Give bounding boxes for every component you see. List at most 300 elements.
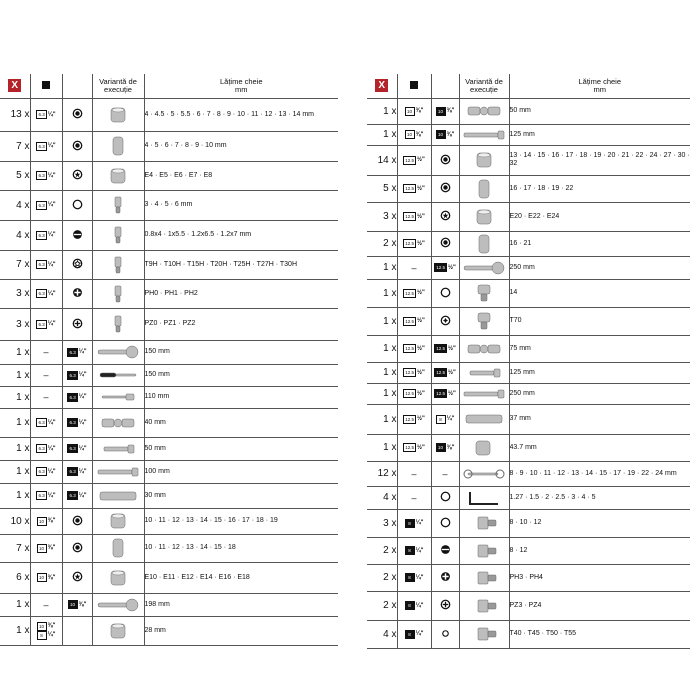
table-row [0,386,338,408]
drive-cell [30,364,62,386]
drive-cell [30,562,62,593]
ujoint-image [460,101,508,121]
drive-size-badge-fraction: ½" [416,416,425,422]
drive-size-badge-fraction: ⅜" [415,108,424,114]
variant-cell [431,335,459,362]
drive-size-badge-size: 8 [405,546,415,555]
variant-drive-badge [67,491,86,500]
variant-drive-badge-fraction: ⅜" [446,108,455,114]
socket-image [460,150,508,170]
table-row [367,591,690,620]
key-width-sizes: T70 [509,307,690,335]
drive-cell [30,616,62,645]
key-width-sizes: 16 · 21 [509,231,690,256]
empty-dash: – [43,392,49,402]
drive-cell [30,408,62,437]
quantity: 7 x [0,131,30,161]
drive-size-badge-size: 6.3 [38,493,45,498]
variant-drive-badge-size: 6.3 [69,372,76,378]
table-row [367,279,690,307]
table-row [0,460,338,483]
drive-size-badge-size: 10 [37,573,47,582]
ratchet-image [94,342,142,362]
drive-size-badge-size: 6.3 [38,446,45,451]
variant-cell [431,175,459,202]
drive-size-badge-size: 6.3 [38,262,45,267]
drive-cell [397,202,431,231]
variant-drive-badge-fraction: ½" [447,345,456,352]
header-variant [62,74,92,98]
tool-image-cell [459,124,509,145]
variant-drive-badge-fraction: ¼" [78,372,87,378]
tool-image-cell [459,307,509,335]
drive-size-badge-fraction: ⅜" [415,131,424,138]
drive-size-badge-fraction: ½" [416,444,425,451]
socket-6pt-icon [440,154,451,165]
drive-size-badge [36,444,55,453]
drive-size-badge [37,517,56,526]
socket-6pt-icon [440,237,451,248]
bit-holder-image [94,486,142,506]
header-variant-label: Variantă de execuție [459,74,509,98]
drive-size-badge [405,573,424,582]
drive-size-badge-fraction: ½" [416,390,425,397]
key-width-sizes: 150 mm [144,364,338,386]
key-width-sizes: 198 mm [144,593,338,616]
tool-image-cell [459,434,509,461]
socket-image [94,166,142,186]
variant-drive-badge-size: 10 [436,443,446,452]
quantity: 10 x [0,508,30,534]
drive-size-badge [405,130,424,139]
quantity: 1 x [367,98,397,124]
drive-size-badge-size: 8 [405,630,415,639]
variant-cell [62,250,92,279]
table-row [0,340,338,364]
variant-cell [62,616,92,645]
drive-size-badge-fraction: ⅜" [47,623,56,629]
quantity: 7 x [0,250,30,279]
tool-image-cell [92,340,144,364]
drive-size-badge-fraction: ¼" [415,631,424,637]
key-width-sizes: PZ3 · PZ4 [509,591,690,620]
table-row [367,486,690,509]
key-width-sizes: E20 · E22 · E24 [509,202,690,231]
quantity: 3 x [0,308,30,340]
key-width-sizes: 8 · 10 · 12 [509,509,690,537]
table-row [0,534,338,562]
drive-size-badge-fraction: ⅜" [47,545,56,551]
variant-cell [431,564,459,591]
quantity: 3 x [0,279,30,308]
drive-size-badge-size: 10 [37,544,47,553]
variant-cell [62,508,92,534]
key-width-sizes: 16 · 17 · 18 · 19 · 22 [509,175,690,202]
drive-cell [30,98,62,131]
header-variant-label: Variantă de execuție [92,74,144,98]
variant-cell [62,483,92,508]
table-row [0,190,338,220]
bit-image [94,314,142,334]
variant-drive-badge-fraction: ⅜" [446,444,455,451]
flex-extension-image [94,387,142,407]
drive-size-badge [403,317,425,326]
drive-size-badge-fraction: ¼" [415,547,424,554]
drive-size-badge-fraction: ¼" [47,111,56,118]
hex-key-image [460,488,508,508]
variant-drive-badge [67,418,86,427]
drive-cell [397,145,431,175]
drive-size-badge [405,107,424,116]
drive-cell [30,534,62,562]
variant-cell [62,562,92,593]
table-row [0,408,338,437]
variant-cell [62,131,92,161]
key-width-sizes: E4 · E5 · E6 · E7 · E8 [144,161,338,190]
drive-size-badge-fraction: ¼" [47,143,56,149]
header-key-width: Lățime cheie mm [509,74,690,98]
spec-table-left [0,74,338,646]
variant-drive-badge [434,263,456,272]
quantity: 1 x [367,404,397,434]
drive-cell [397,591,431,620]
wrench-image [460,464,508,484]
tool-image-cell [459,461,509,486]
quantity: 4 x [367,486,397,509]
quantity: 1 x [367,256,397,279]
quantity: 2 x [367,231,397,256]
quantity: 1 x [0,437,30,460]
torx-hole-icon [72,258,83,269]
variant-drive-badge-size: 8 [436,415,446,424]
tool-image-cell [92,562,144,593]
drive-size-badge [36,231,55,240]
drive-size-badge [405,546,424,555]
hex-ring-icon [72,199,83,210]
tool-image-cell [92,98,144,131]
variant-cell [62,98,92,131]
variant-cell [431,231,459,256]
hex-ring-icon [440,517,451,528]
drive-size-badge-size: 6.3 [38,321,45,327]
drive-cell [397,175,431,202]
table-row [0,308,338,340]
bit-image [94,255,142,275]
tool-image-cell [92,460,144,483]
drive-size-badge [36,260,55,269]
key-width-sizes: 125 mm [509,362,690,383]
table-row [367,335,690,362]
drive-cell [30,161,62,190]
variant-cell [431,202,459,231]
socket-image [94,105,142,125]
table-row [0,593,338,616]
slotted-icon [72,229,83,240]
quantity: 2 x [367,537,397,564]
bit-large-image [460,624,508,644]
drive-size-badge-size: 8 [405,573,415,582]
socket-image [94,511,142,531]
drive-size-badge [403,184,425,193]
adapter-image [460,438,508,458]
drive-size-badge-size: 6.3 [38,143,45,149]
quantity: 1 x [0,340,30,364]
quantity: 13 x [0,98,30,131]
variant-drive-badge-size: 12.5 [436,346,445,351]
variant-cell [431,486,459,509]
tool-image-cell [92,308,144,340]
extension-image [94,439,142,459]
drive-cell [397,362,431,383]
variant-cell [431,256,459,279]
drive-size-badge [405,630,424,639]
drive-size-badge [403,443,425,452]
tool-image-cell [459,383,509,404]
tool-image-cell [92,483,144,508]
variant-drive-badge-fraction: ¼" [78,445,87,452]
drive-size-badge-size: 12.5 [405,391,414,396]
tool-image-cell [92,250,144,279]
drive-size-badge-fraction: ¼" [47,290,56,297]
drive-size-badge-secondary-size: 8 [37,631,47,640]
drive-size-badge-fraction: ¼" [47,492,56,499]
table-row [0,279,338,308]
quantity: 3 x [367,509,397,537]
tool-image-cell [459,256,509,279]
drive-size-badge-size: 6.3 [38,291,45,296]
drive-size-badge-size: 12.5 [405,445,414,450]
bit-large-image [460,568,508,588]
quantity: 1 x [367,434,397,461]
key-width-sizes: 13 · 14 · 15 · 16 · 17 · 18 · 19 · 20 · 21 · 22 · 24 · 27 · 30 · 32 [509,145,690,175]
table-row [367,620,690,648]
drive-size-badge-size: 12.5 [405,370,414,375]
drive-size-badge-fraction: ¼" [47,261,56,268]
variant-drive-badge-fraction: ¼" [78,394,87,400]
drive-size-badge [37,544,56,553]
variant-cell [62,161,92,190]
variant-cell [431,307,459,335]
variant-cell [431,383,459,404]
socket-image [94,621,142,641]
tool-image-cell [92,593,144,616]
drive-size-badge-size: 6.3 [38,112,45,117]
drive-size-badge [36,320,55,329]
key-width-sizes: 1.27 · 1.5 · 2 · 2.5 · 3 · 4 · 5 [509,486,690,509]
key-width-sizes: 3 · 4 · 5 · 6 mm [144,190,338,220]
variant-cell [431,362,459,383]
drive-cell [397,509,431,537]
socket-6pt-icon [72,108,83,119]
bit-image [94,284,142,304]
quantity: 1 x [0,364,30,386]
torx-icon [440,315,451,326]
pozidriv-icon [72,318,83,329]
key-width-sizes: PH0 · PH1 · PH2 [144,279,338,308]
drive-size-badge [403,344,425,353]
drive-size-badge-size: 8 [405,519,415,528]
variant-cell [62,364,92,386]
table-row [367,404,690,434]
deep-socket-image [94,136,142,156]
quantity: 4 x [0,220,30,250]
table-row [0,483,338,508]
empty-dash: – [411,468,417,479]
drive-size-badge [36,171,55,180]
quantity: 1 x [367,279,397,307]
quantity: 1 x [367,335,397,362]
drive-size-badge [36,491,55,500]
variant-cell [62,220,92,250]
bit-large-image [460,541,508,561]
key-width-sizes: 75 mm [509,335,690,362]
variant-drive-badge-size: 6.3 [69,493,76,498]
drive-cell [30,593,62,616]
drive-size-badge-secondary [37,631,56,640]
tool-image-cell [459,564,509,591]
drive-size-badge-fraction: ¼" [47,172,56,179]
drive-size-badge [403,368,425,377]
drive-cell [397,620,431,648]
key-width-sizes: 100 mm [144,460,338,483]
drive-size-badge [405,519,424,528]
bit-image [94,225,142,245]
key-width-sizes: 10 · 11 · 12 · 13 · 14 · 15 · 16 · 17 · 18 · 19 [144,508,338,534]
drive-cell [30,460,62,483]
drive-size-badge-fraction: ½" [416,318,425,324]
drive-size-badge-size: 12.5 [405,214,414,219]
tool-image-cell [459,231,509,256]
drive-size-badge [37,622,56,631]
deep-socket-image [94,538,142,558]
quantity: 1 x [367,124,397,145]
drive-size-badge-size: 10 [37,622,47,631]
slotted-icon [440,544,451,555]
variant-drive-badge [67,348,86,357]
key-width-sizes: 250 mm [509,383,690,404]
key-width-sizes: 125 mm [509,124,690,145]
drive-size-badge-size: 10 [405,107,415,116]
drive-cell [397,124,431,145]
key-width-sizes: 250 mm [509,256,690,279]
variant-drive-badge-size: 6.3 [69,349,76,355]
drive-cell [397,461,431,486]
table-row [367,307,690,335]
phillips-icon [72,287,83,298]
drive-cell [30,437,62,460]
table-row [0,161,338,190]
bit-image [94,195,142,215]
variant-cell [62,279,92,308]
hex-ring-icon [440,491,451,502]
variant-cell [431,537,459,564]
torx-icon-small [440,628,451,639]
key-width-sizes: 14 [509,279,690,307]
ujoint-image [460,339,508,359]
tool-image-cell [92,279,144,308]
drive-size-badge-size: 8 [405,601,415,610]
drive-size-badge-size: 10 [37,517,47,526]
bit-large-image [460,513,508,533]
socket-6pt-icon [72,542,83,553]
variant-drive-badge-fraction: ⅜" [446,131,455,138]
variant-drive-badge-size: 12.5 [436,265,445,270]
socket-6pt-icon [440,182,451,193]
tool-image-cell [459,98,509,124]
quantity: 1 x [0,483,30,508]
quantity: 3 x [367,202,397,231]
table-row [367,461,690,486]
variant-drive-badge [434,368,456,377]
drive-size-badge-size: 6.3 [38,232,45,238]
drive-size-badge [36,418,55,427]
variant-cell [431,145,459,175]
key-width-sizes: 43.7 mm [509,434,690,461]
tool-image-cell [459,486,509,509]
drive-cell [397,231,431,256]
variant-drive-badge [436,130,455,139]
phillips-icon [440,571,451,582]
drive-cell [30,131,62,161]
table-row [367,509,690,537]
drive-size-badge-fraction: ½" [416,157,425,163]
extension-image [460,363,508,383]
drive-size-badge-fraction: ½" [416,290,425,296]
key-width-sizes: PZ0 · PZ1 · PZ2 [144,308,338,340]
table-row [367,564,690,591]
key-width-sizes: 150 mm [144,340,338,364]
variant-drive-badge-fraction: ¼" [446,416,455,422]
drive-cell [397,383,431,404]
drive-size-badge [403,389,425,398]
header-x-logo: X [0,74,30,98]
quantity: 5 x [0,161,30,190]
drive-cell [397,335,431,362]
drive-size-badge [403,289,425,298]
drive-size-badge-fraction: ¼" [47,232,56,238]
variant-drive-badge-fraction: ¼" [78,419,87,426]
variant-drive-badge-fraction: ½" [447,390,456,397]
drive-size-badge-fraction: ½" [416,345,425,352]
drive-size-badge [403,212,425,221]
quantity: 1 x [0,408,30,437]
drive-size-badge-fraction: ¼" [415,574,424,581]
ujoint-image [94,413,142,433]
tool-image-cell [92,437,144,460]
quantity: 1 x [0,386,30,408]
variant-drive-badge [434,344,456,353]
variant-cell [62,308,92,340]
variant-drive-badge-size: 10 [436,107,446,116]
drive-cell [397,434,431,461]
key-width-sizes: T9H · T10H · T15H · T20H · T25H · T27H · T30H [144,250,338,279]
quantity: 5 x [367,175,397,202]
drive-size-badge-fraction: ¼" [47,468,56,475]
variant-cell [431,434,459,461]
drive-size-badge [36,142,55,151]
tool-image-cell [92,131,144,161]
variant-cell [431,98,459,124]
variant-drive-badge-size: 10 [68,600,78,609]
tool-image-cell [92,534,144,562]
drive-size-badge-fraction: ¼" [415,520,424,526]
variant-cell [431,461,459,486]
variant-cell [62,460,92,483]
tool-image-cell [92,616,144,645]
quantity: 6 x [0,562,30,593]
tool-image-cell [459,362,509,383]
variant-drive-badge-size: 12.5 [436,370,445,375]
